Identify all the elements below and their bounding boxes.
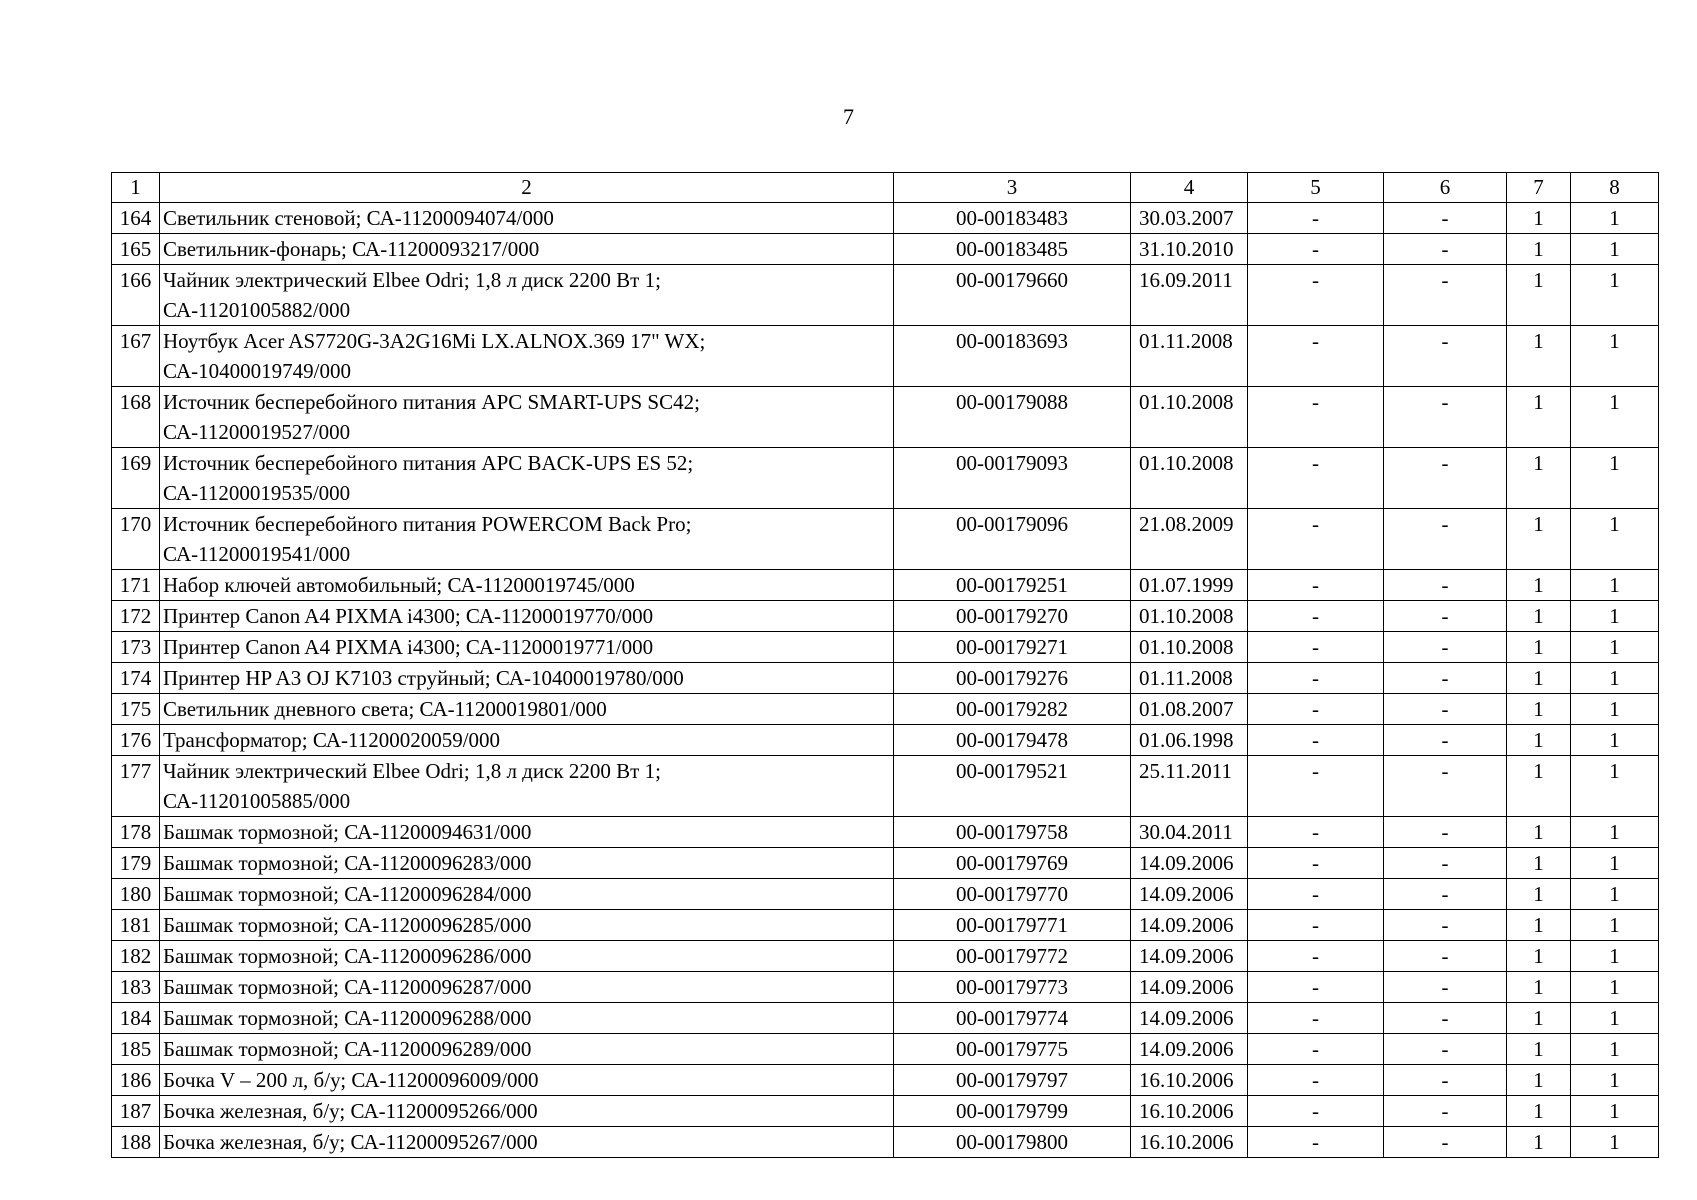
column-7-cell: 1 <box>1507 725 1571 756</box>
column-5-cell: - <box>1248 725 1384 756</box>
column-7-cell: 1 <box>1507 756 1571 817</box>
table-row <box>112 326 1659 387</box>
column-6-cell: - <box>1384 1127 1507 1158</box>
row-number-cell: 166 <box>112 265 160 326</box>
column-8-cell: 1 <box>1571 910 1659 941</box>
column-5-cell: - <box>1248 879 1384 910</box>
column-8-cell: 1 <box>1571 941 1659 972</box>
column-5-cell: - <box>1248 570 1384 601</box>
table-row <box>112 848 1659 879</box>
column-7-cell: 1 <box>1507 941 1571 972</box>
column-header: 2 <box>160 173 894 203</box>
column-header: 7 <box>1507 173 1571 203</box>
column-header: 4 <box>1131 173 1248 203</box>
column-6-cell: - <box>1384 694 1507 725</box>
table-row <box>112 632 1659 663</box>
column-6-cell: - <box>1384 663 1507 694</box>
inventory-code-cell: 00-00179758 <box>894 817 1131 848</box>
column-7-cell: 1 <box>1507 601 1571 632</box>
item-name-cell: Башмак тормозной; СА-11200096289/000 <box>160 1034 894 1065</box>
inventory-code-cell: 00-00179660 <box>894 265 1131 326</box>
date-cell: 14.09.2006 <box>1131 879 1248 910</box>
column-6-cell: - <box>1384 941 1507 972</box>
column-5-cell: - <box>1248 1003 1384 1034</box>
column-7-cell: 1 <box>1507 694 1571 725</box>
date-cell: 14.09.2006 <box>1131 848 1248 879</box>
column-header: 5 <box>1248 173 1384 203</box>
column-7-cell: 1 <box>1507 1003 1571 1034</box>
row-number-cell: 186 <box>112 1065 160 1096</box>
column-6-cell: - <box>1384 848 1507 879</box>
column-8-cell: 1 <box>1571 1065 1659 1096</box>
column-5-cell: - <box>1248 632 1384 663</box>
column-7-cell: 1 <box>1507 326 1571 387</box>
table-row <box>112 910 1659 941</box>
column-8-cell: 1 <box>1571 879 1659 910</box>
item-name-cell: Башмак тормозной; СА-11200096287/000 <box>160 972 894 1003</box>
item-name-cell: Принтер Canon A4 PIXMA i4300; СА-11200019770/000 <box>160 601 894 632</box>
column-8-cell: 1 <box>1571 570 1659 601</box>
date-cell: 16.10.2006 <box>1131 1127 1248 1158</box>
date-cell: 01.10.2008 <box>1131 448 1248 509</box>
column-6-cell: - <box>1384 910 1507 941</box>
row-number-cell: 182 <box>112 941 160 972</box>
row-number-cell: 170 <box>112 509 160 570</box>
date-cell: 30.04.2011 <box>1131 817 1248 848</box>
inventory-code-cell: 00-00179772 <box>894 941 1131 972</box>
inventory-code-cell: 00-00183483 <box>894 203 1131 234</box>
item-name-cell: Чайник электрический Elbee Odri; 1,8 л диск 2200 Вт 1; СА-11201005885/000 <box>160 756 894 817</box>
column-7-cell: 1 <box>1507 570 1571 601</box>
column-header: 3 <box>894 173 1131 203</box>
row-number-cell: 187 <box>112 1096 160 1127</box>
column-6-cell: - <box>1384 1096 1507 1127</box>
item-name-cell: Светильник-фонарь; СА-11200093217/000 <box>160 234 894 265</box>
date-cell: 14.09.2006 <box>1131 972 1248 1003</box>
item-name-cell: Светильник стеновой; СА-11200094074/000 <box>160 203 894 234</box>
date-cell: 01.11.2008 <box>1131 326 1248 387</box>
item-name-cell: Бочка железная, б/у; СА-11200095266/000 <box>160 1096 894 1127</box>
table-row <box>112 601 1659 632</box>
table-row <box>112 234 1659 265</box>
date-cell: 01.10.2008 <box>1131 387 1248 448</box>
row-number-cell: 188 <box>112 1127 160 1158</box>
table-row <box>112 725 1659 756</box>
inventory-code-cell: 00-00179771 <box>894 910 1131 941</box>
item-name-cell: Трансформатор; СА-11200020059/000 <box>160 725 894 756</box>
table-row <box>112 1034 1659 1065</box>
column-6-cell: - <box>1384 265 1507 326</box>
item-name-cell: Башмак тормозной; СА-11200094631/000 <box>160 817 894 848</box>
column-8-cell: 1 <box>1571 387 1659 448</box>
table-row <box>112 663 1659 694</box>
item-name-cell: Источник бесперебойного питания POWERCOM Back Pro; СА-11200019541/000 <box>160 509 894 570</box>
row-number-cell: 180 <box>112 879 160 910</box>
inventory-code-cell: 00-00179797 <box>894 1065 1131 1096</box>
inventory-code-cell: 00-00179270 <box>894 601 1131 632</box>
item-name-cell: Бочка железная, б/у; СА-11200095267/000 <box>160 1127 894 1158</box>
column-6-cell: - <box>1384 326 1507 387</box>
column-5-cell: - <box>1248 910 1384 941</box>
column-5-cell: - <box>1248 203 1384 234</box>
column-5-cell: - <box>1248 448 1384 509</box>
column-7-cell: 1 <box>1507 1065 1571 1096</box>
column-8-cell: 1 <box>1571 203 1659 234</box>
column-6-cell: - <box>1384 234 1507 265</box>
inventory-code-cell: 00-00179775 <box>894 1034 1131 1065</box>
row-number-cell: 183 <box>112 972 160 1003</box>
column-7-cell: 1 <box>1507 265 1571 326</box>
column-7-cell: 1 <box>1507 910 1571 941</box>
column-6-cell: - <box>1384 632 1507 663</box>
table-row <box>112 265 1659 326</box>
table-row <box>112 756 1659 817</box>
inventory-table <box>111 172 1659 1158</box>
item-name-cell: Источник бесперебойного питания APC BACK-UPS ES 52; СА-11200019535/000 <box>160 448 894 509</box>
inventory-code-cell: 00-00179770 <box>894 879 1131 910</box>
date-cell: 30.03.2007 <box>1131 203 1248 234</box>
inventory-code-cell: 00-00179096 <box>894 509 1131 570</box>
column-6-cell: - <box>1384 1003 1507 1034</box>
column-6-cell: - <box>1384 601 1507 632</box>
column-5-cell: - <box>1248 234 1384 265</box>
inventory-code-cell: 00-00183693 <box>894 326 1131 387</box>
column-5-cell: - <box>1248 756 1384 817</box>
column-8-cell: 1 <box>1571 1096 1659 1127</box>
date-cell: 31.10.2010 <box>1131 234 1248 265</box>
item-name-cell: Чайник электрический Elbee Odri; 1,8 л диск 2200 Вт 1; СА-11201005882/000 <box>160 265 894 326</box>
table-row <box>112 570 1659 601</box>
column-8-cell: 1 <box>1571 1127 1659 1158</box>
column-5-cell: - <box>1248 1096 1384 1127</box>
column-header: 6 <box>1384 173 1507 203</box>
date-cell: 14.09.2006 <box>1131 910 1248 941</box>
date-cell: 14.09.2006 <box>1131 1034 1248 1065</box>
column-5-cell: - <box>1248 663 1384 694</box>
table-row <box>112 448 1659 509</box>
row-number-cell: 174 <box>112 663 160 694</box>
inventory-code-cell: 00-00179774 <box>894 1003 1131 1034</box>
date-cell: 14.09.2006 <box>1131 941 1248 972</box>
column-header: 1 <box>112 173 160 203</box>
column-8-cell: 1 <box>1571 972 1659 1003</box>
date-cell: 16.10.2006 <box>1131 1065 1248 1096</box>
column-7-cell: 1 <box>1507 1034 1571 1065</box>
table-row <box>112 203 1659 234</box>
item-name-cell: Источник бесперебойного питания APC SMART-UPS SC42; СА-11200019527/000 <box>160 387 894 448</box>
row-number-cell: 168 <box>112 387 160 448</box>
column-5-cell: - <box>1248 694 1384 725</box>
item-name-cell: Башмак тормозной; СА-11200096284/000 <box>160 879 894 910</box>
item-name-cell: Башмак тормозной; СА-11200096285/000 <box>160 910 894 941</box>
column-7-cell: 1 <box>1507 663 1571 694</box>
column-7-cell: 1 <box>1507 848 1571 879</box>
row-number-cell: 175 <box>112 694 160 725</box>
table-row <box>112 387 1659 448</box>
column-8-cell: 1 <box>1571 756 1659 817</box>
column-5-cell: - <box>1248 1034 1384 1065</box>
date-cell: 01.06.1998 <box>1131 725 1248 756</box>
table-row <box>112 1003 1659 1034</box>
inventory-code-cell: 00-00179521 <box>894 756 1131 817</box>
row-number-cell: 179 <box>112 848 160 879</box>
date-cell: 16.10.2006 <box>1131 1096 1248 1127</box>
table-row <box>112 817 1659 848</box>
column-5-cell: - <box>1248 941 1384 972</box>
table-row <box>112 941 1659 972</box>
column-6-cell: - <box>1384 725 1507 756</box>
column-6-cell: - <box>1384 756 1507 817</box>
table-row <box>112 1065 1659 1096</box>
inventory-code-cell: 00-00183485 <box>894 234 1131 265</box>
inventory-code-cell: 00-00179093 <box>894 448 1131 509</box>
row-number-cell: 177 <box>112 756 160 817</box>
column-7-cell: 1 <box>1507 817 1571 848</box>
column-5-cell: - <box>1248 1127 1384 1158</box>
row-number-cell: 173 <box>112 632 160 663</box>
table-row <box>112 694 1659 725</box>
column-8-cell: 1 <box>1571 1034 1659 1065</box>
row-number-cell: 184 <box>112 1003 160 1034</box>
inventory-code-cell: 00-00179088 <box>894 387 1131 448</box>
column-6-cell: - <box>1384 1065 1507 1096</box>
date-cell: 01.11.2008 <box>1131 663 1248 694</box>
column-6-cell: - <box>1384 570 1507 601</box>
row-number-cell: 181 <box>112 910 160 941</box>
date-cell: 01.08.2007 <box>1131 694 1248 725</box>
column-7-cell: 1 <box>1507 448 1571 509</box>
column-7-cell: 1 <box>1507 387 1571 448</box>
item-name-cell: Башмак тормозной; СА-11200096283/000 <box>160 848 894 879</box>
column-7-cell: 1 <box>1507 879 1571 910</box>
column-8-cell: 1 <box>1571 234 1659 265</box>
date-cell: 25.11.2011 <box>1131 756 1248 817</box>
item-name-cell: Светильник дневного света; СА-11200019801/000 <box>160 694 894 725</box>
date-cell: 01.10.2008 <box>1131 632 1248 663</box>
column-8-cell: 1 <box>1571 265 1659 326</box>
row-number-cell: 169 <box>112 448 160 509</box>
row-number-cell: 164 <box>112 203 160 234</box>
column-8-cell: 1 <box>1571 1003 1659 1034</box>
row-number-cell: 167 <box>112 326 160 387</box>
column-7-cell: 1 <box>1507 1096 1571 1127</box>
column-7-cell: 1 <box>1507 632 1571 663</box>
item-name-cell: Принтер Canon A4 PIXMA i4300; СА-11200019771/000 <box>160 632 894 663</box>
inventory-code-cell: 00-00179800 <box>894 1127 1131 1158</box>
inventory-code-cell: 00-00179251 <box>894 570 1131 601</box>
inventory-code-cell: 00-00179773 <box>894 972 1131 1003</box>
table-row <box>112 509 1659 570</box>
table-row <box>112 1096 1659 1127</box>
inventory-code-cell: 00-00179271 <box>894 632 1131 663</box>
row-number-cell: 165 <box>112 234 160 265</box>
date-cell: 01.07.1999 <box>1131 570 1248 601</box>
column-5-cell: - <box>1248 265 1384 326</box>
column-5-cell: - <box>1248 601 1384 632</box>
item-name-cell: Башмак тормозной; СА-11200096286/000 <box>160 941 894 972</box>
column-6-cell: - <box>1384 509 1507 570</box>
inventory-code-cell: 00-00179769 <box>894 848 1131 879</box>
column-5-cell: - <box>1248 326 1384 387</box>
item-name-cell: Набор ключей автомобильный; СА-11200019745/000 <box>160 570 894 601</box>
item-name-cell: Бочка V – 200 л, б/у; СА-11200096009/000 <box>160 1065 894 1096</box>
column-8-cell: 1 <box>1571 509 1659 570</box>
inventory-code-cell: 00-00179276 <box>894 663 1131 694</box>
inventory-code-cell: 00-00179478 <box>894 725 1131 756</box>
item-name-cell: Башмак тормозной; СА-11200096288/000 <box>160 1003 894 1034</box>
row-number-cell: 178 <box>112 817 160 848</box>
column-6-cell: - <box>1384 972 1507 1003</box>
table-body <box>112 203 1659 1158</box>
table-row <box>112 1127 1659 1158</box>
column-6-cell: - <box>1384 879 1507 910</box>
page-number: 7 <box>843 104 854 129</box>
table-row <box>112 972 1659 1003</box>
column-5-cell: - <box>1248 387 1384 448</box>
row-number-cell: 171 <box>112 570 160 601</box>
column-8-cell: 1 <box>1571 848 1659 879</box>
inventory-code-cell: 00-00179799 <box>894 1096 1131 1127</box>
column-7-cell: 1 <box>1507 509 1571 570</box>
inventory-code-cell: 00-00179282 <box>894 694 1131 725</box>
column-5-cell: - <box>1248 817 1384 848</box>
column-8-cell: 1 <box>1571 663 1659 694</box>
date-cell: 16.09.2011 <box>1131 265 1248 326</box>
column-6-cell: - <box>1384 203 1507 234</box>
column-8-cell: 1 <box>1571 448 1659 509</box>
date-cell: 14.09.2006 <box>1131 1003 1248 1034</box>
row-number-cell: 176 <box>112 725 160 756</box>
date-cell: 01.10.2008 <box>1131 601 1248 632</box>
column-header: 8 <box>1571 173 1659 203</box>
column-7-cell: 1 <box>1507 203 1571 234</box>
item-name-cell: Ноутбук Acer AS7720G-3A2G16Mi LX.ALNOX.369 17" WX; СА-10400019749/000 <box>160 326 894 387</box>
column-8-cell: 1 <box>1571 725 1659 756</box>
column-8-cell: 1 <box>1571 632 1659 663</box>
column-5-cell: - <box>1248 848 1384 879</box>
column-8-cell: 1 <box>1571 694 1659 725</box>
column-6-cell: - <box>1384 817 1507 848</box>
item-name-cell: Принтер HP A3 OJ K7103 струйный; СА-10400019780/000 <box>160 663 894 694</box>
column-6-cell: - <box>1384 1034 1507 1065</box>
date-cell: 21.08.2009 <box>1131 509 1248 570</box>
column-5-cell: - <box>1248 1065 1384 1096</box>
column-5-cell: - <box>1248 972 1384 1003</box>
column-7-cell: 1 <box>1507 1127 1571 1158</box>
column-6-cell: - <box>1384 387 1507 448</box>
row-number-cell: 172 <box>112 601 160 632</box>
column-6-cell: - <box>1384 448 1507 509</box>
table-row <box>112 879 1659 910</box>
column-8-cell: 1 <box>1571 817 1659 848</box>
column-7-cell: 1 <box>1507 234 1571 265</box>
column-5-cell: - <box>1248 509 1384 570</box>
row-number-cell: 185 <box>112 1034 160 1065</box>
column-8-cell: 1 <box>1571 601 1659 632</box>
column-8-cell: 1 <box>1571 326 1659 387</box>
column-7-cell: 1 <box>1507 972 1571 1003</box>
table-header-row <box>112 173 1659 203</box>
